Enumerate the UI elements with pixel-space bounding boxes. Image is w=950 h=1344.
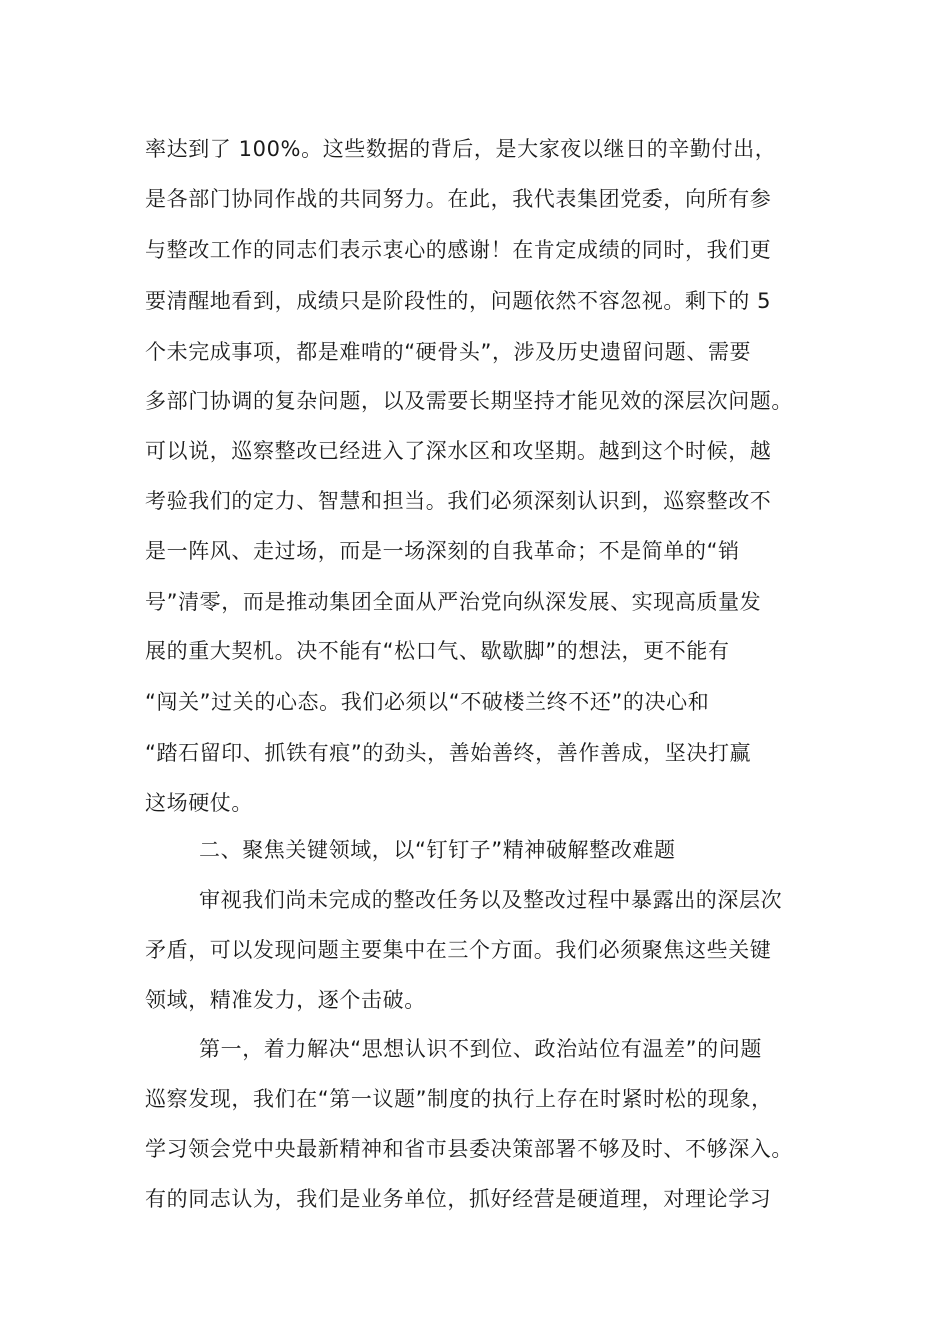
paragraph-line: 率达到了 100%。这些数据的背后，是大家夜以继日的辛勤付出， <box>145 137 777 161</box>
subheading-line: 第一，着力解决“思想认识不到位、政治站位有温差”的问题 <box>199 1037 762 1061</box>
paragraph-line: “踏石留印、抓铁有痕”的劲头，善始善终，善作善成，坚决打赢 <box>145 741 752 765</box>
paragraph-line: 展的重大契机。决不能有“松口气、歇歇脚”的想法，更不能有 <box>145 639 730 663</box>
paragraph-line: 要清醒地看到，成绩只是阶段性的，问题依然不容忽视。剩下的 5 <box>145 289 772 313</box>
paragraph-line: 这场硬仗。 <box>145 791 253 815</box>
paragraph-line: 巡察发现，我们在“第一议题”制度的执行上存在时紧时松的现象， <box>145 1087 773 1111</box>
paragraph-line: 审视我们尚未完成的整改任务以及整改过程中暴露出的深层次 <box>199 888 783 912</box>
paragraph-line: 可以说，巡察整改已经进入了深水区和攻坚期。越到这个时候，越 <box>145 439 772 463</box>
paragraph-line: 矛盾，可以发现问题主要集中在三个方面。我们必须聚焦这些关键 <box>145 938 772 962</box>
paragraph-line: 领域，精准发力，逐个击破。 <box>145 988 426 1012</box>
paragraph-line: 号”清零，而是推动集团全面从严治党向纵深发展、实现高质量发 <box>145 590 762 614</box>
section-heading: 二、聚焦关键领域，以“钉钉子”精神破解整改难题 <box>199 838 676 862</box>
paragraph-line: 是一阵风、走过场，而是一场深刻的自我革命；不是简单的“销 <box>145 539 740 563</box>
paragraph-line: 与整改工作的同志们表示衷心的感谢！在肯定成绩的同时，我们更 <box>145 238 772 262</box>
paragraph-line: 是各部门协同作战的共同努力。在此，我代表集团党委，向所有参 <box>145 187 772 211</box>
paragraph-line: 有的同志认为，我们是业务单位，抓好经营是硬道理，对理论学习 <box>145 1187 772 1211</box>
paragraph-line: “闯关”过关的心态。我们必须以“不破楼兰终不还”的决心和 <box>145 690 710 714</box>
paragraph-line: 多部门协调的复杂问题，以及需要长期坚持才能见效的深层次问题。 <box>145 389 793 413</box>
paragraph-line: 学习领会党中央最新精神和省市县委决策部署不够及时、不够深入。 <box>145 1137 793 1161</box>
paragraph-line: 个未完成事项，都是难啃的“硬骨头”，涉及历史遗留问题、需要 <box>145 340 752 364</box>
paragraph-line: 考验我们的定力、智慧和担当。我们必须深刻认识到，巡察整改不 <box>145 489 772 513</box>
